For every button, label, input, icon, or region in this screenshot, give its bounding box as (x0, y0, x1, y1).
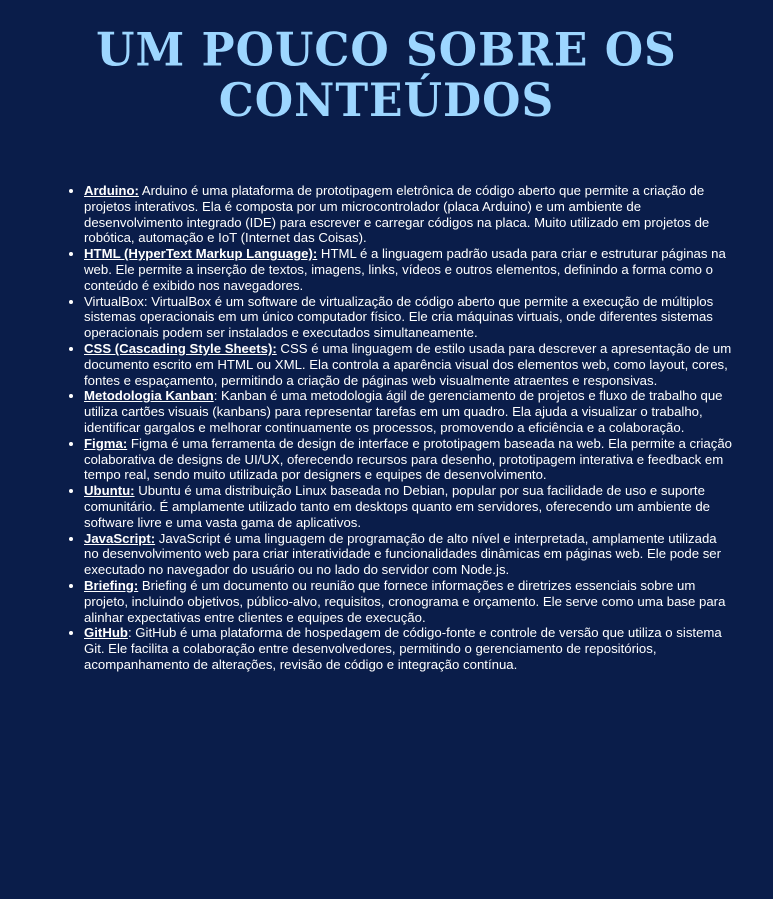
term-css: CSS (Cascading Style Sheets): (84, 340, 277, 356)
term-kanban: Metodologia Kanban (84, 388, 214, 404)
list-item-html (84, 246, 732, 293)
term-arduino: Arduino: (84, 183, 139, 198)
description-virtualbox: VirtualBox: VirtualBox é um software de virtualização de código aberto que permite a execução de múltiplos sistemas operacionais em um único computador físico. Ele cria máquinas virtuais, onde diferentes sistemas operacionais podem ser instalados e executados simultaneamente. (84, 293, 714, 341)
list-item-figma (84, 436, 732, 483)
term-briefing: Briefing: (84, 577, 139, 593)
page-title: UM POUCO SOBRE OS CONTEÚDOS (96, 23, 677, 128)
description-arduino: Arduino é uma plataforma de prototipagem eletrônica de código aberto que permite a criação de projetos interativos. Ela é composta por um microcontrolador (placa Arduino) e um ambiente de desenvolvimento integrado (IDE) para escrever e carregar códigos na placa. Muito utilizado em projetos de robótica, automação e IoT (Internet das Coisas). (84, 183, 710, 246)
description-html: HTML é a linguagem padrão usada para criar e estruturar páginas na web. Ele permite a inserção de textos, imagens, links, vídeos e outros elementos, definindo a forma como o conteúdo é exibido nos navegadores. (84, 246, 726, 293)
term-html: HTML (HyperText Markup Language): (84, 246, 318, 262)
list-item-github (84, 625, 732, 672)
content-list (68, 183, 732, 673)
list-item-ubuntu (84, 483, 732, 530)
list-item-arduino (84, 183, 732, 246)
description-github: : GitHub é uma plataforma de hospedagem de código-fonte e controle de versão que utiliza o sistema Git. Ele facilita a colaboração entre desenvolvedores, permitindo o gerenciamento de repositórios, acompanhamento de alterações, revisão de código e integração contínua. (84, 625, 722, 672)
description-kanban: : Kanban é uma metodologia ágil de gerenciamento de projetos e fluxo de trabalho que utiliza cartões visuais (kanbans) para representar tarefas em um quadro. Ela ajuda a visualizar o trabalho, identificar gargalos e melhorar continuamente os processos, promovendo a eficiência e a colaboração. (84, 388, 723, 435)
list-item-javascript (84, 531, 732, 578)
list-item-css (84, 341, 732, 388)
description-javascript: JavaScript é uma linguagem de programação de alto nível e interpretada, amplamente utilizada no desenvolvimento web para criar interatividade e funcionalidades dinâmicas em páginas web. Ele pode ser executado no navegador do usuário ou no lado do servidor com Node.js. (84, 530, 722, 578)
list-item-virtualbox (84, 294, 732, 341)
term-figma: Figma: (84, 435, 128, 451)
description-figma: Figma é uma ferramenta de design de interface e prototipagem baseada na web. Ela permite a criação colaborativa de designs de UI/UX, oferecendo recursos para desenho, prototipagem interativa e feedback em tempo real, sendo muito utilizada por designers e equipes de desenvolvimento. (84, 435, 733, 483)
description-ubuntu: Ubuntu é uma distribuição Linux baseada no Debian, popular por sua facilidade de uso e suporte comunitário. É amplamente utilizado tanto em desktops quanto em servidores, oferecendo um ambiente de software livre e uma vasta gama de aplicativos. (84, 483, 711, 530)
list-item-briefing (84, 578, 732, 625)
term-github: GitHub (84, 625, 128, 641)
term-ubuntu: Ubuntu: (84, 483, 135, 499)
description-briefing: Briefing é um documento ou reunião que fornece informações e diretrizes essenciais sobre um projeto, incluindo objetivos, público-alvo, requisitos, cronograma e orçamento. Ele serve como uma base para alinhar expectativas entre clientes e equipes de execução. (84, 577, 726, 625)
list-item-kanban (84, 388, 732, 435)
term-javascript: JavaScript: (84, 530, 156, 546)
description-css: CSS é uma linguagem de estilo usada para descrever a apresentação de um documento escrito em HTML ou XML. Ela controla a aparência visual dos elementos web, como layout, cores, fontes e espaçamento, permitindo a criação de páginas web visualmente atraentes e responsivas. (84, 340, 732, 388)
